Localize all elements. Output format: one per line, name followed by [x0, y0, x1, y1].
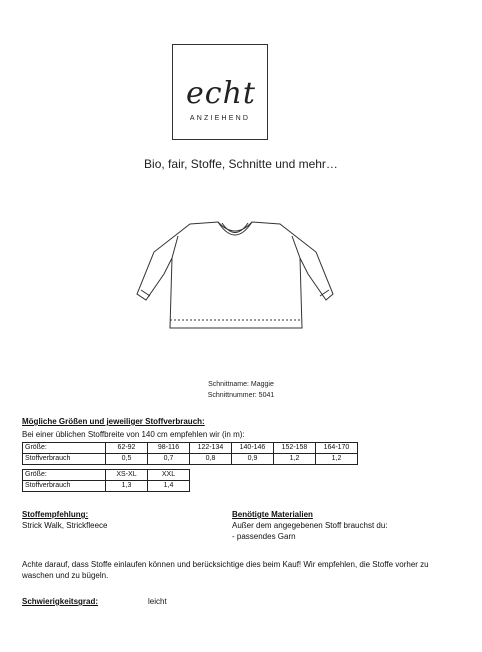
fabric-rec-heading: Stoffempfehlung:	[22, 510, 89, 519]
materials-heading: Benötigte Materialien	[232, 510, 313, 519]
fabric-cell: 1,2	[316, 454, 358, 465]
size-table-children	[22, 442, 358, 465]
pattern-name: Schnittname: Maggie	[208, 381, 274, 388]
table-row	[23, 481, 190, 492]
pattern-info	[0, 379, 482, 401]
fabric-cell: 0,7	[148, 454, 190, 465]
size-table-adults	[22, 469, 190, 492]
sizes-heading: Mögliche Größen und jeweiliger Stoffverbrauch:	[22, 417, 205, 426]
size-row-label: Größe:	[23, 470, 106, 481]
materials-line: - passendes Garn	[232, 532, 296, 541]
sizes-intro: Bei einer üblichen Stoffbreite von 140 cm empfehlen wir (in m):	[22, 430, 245, 439]
fabric-cell: 0,9	[232, 454, 274, 465]
fabric-cell: 1,4	[148, 481, 190, 492]
fabric-rec-text: Strick Walk, Strickfleece	[22, 521, 108, 530]
fabric-cell: 0,5	[106, 454, 148, 465]
table-row	[23, 470, 190, 481]
sweater-drawing	[130, 218, 340, 338]
size-row-label: Größe:	[23, 443, 106, 454]
size-cell: 164-170	[316, 443, 358, 454]
fabric-cell: 1,2	[274, 454, 316, 465]
logo-script-mark	[173, 45, 269, 141]
difficulty-value: leicht	[148, 597, 167, 606]
table-row	[23, 454, 358, 465]
size-cell: 122-134	[190, 443, 232, 454]
washing-notice: Achte darauf, dass Stoffe einlaufen können und berücksichtige dies beim Kauf! Wir empfehlen, die Stoffe vorher zu waschen und zu bügeln.	[22, 560, 429, 580]
fabric-cell: 0,8	[190, 454, 232, 465]
size-cell: 152-158	[274, 443, 316, 454]
size-cell: XXL	[148, 470, 190, 481]
fabric-row-label: Stoffverbrauch	[23, 481, 106, 492]
brand-logo	[172, 44, 268, 140]
difficulty-label: Schwierigkeitsgrad:	[22, 597, 99, 606]
size-cell: 98-116	[148, 443, 190, 454]
materials-line: Außer dem angegebenen Stoff brauchst du:	[232, 521, 388, 530]
pattern-number: Schnittnummer: 5041	[207, 392, 275, 399]
size-cell: 62-92	[106, 443, 148, 454]
table-row	[23, 443, 358, 454]
fabric-row-label: Stoffverbrauch	[23, 454, 106, 465]
logo-script-text: echt	[186, 76, 256, 111]
required-materials	[232, 509, 388, 542]
fabric-recommendation	[22, 509, 108, 531]
logo-subtitle: ANZIEHEND	[189, 115, 251, 122]
size-cell: 140-146	[232, 443, 274, 454]
size-cell: XS-XL	[106, 470, 148, 481]
tagline: Bio, fair, Stoffe, Schnitte und mehr…	[144, 157, 338, 171]
fabric-cell: 1,3	[106, 481, 148, 492]
